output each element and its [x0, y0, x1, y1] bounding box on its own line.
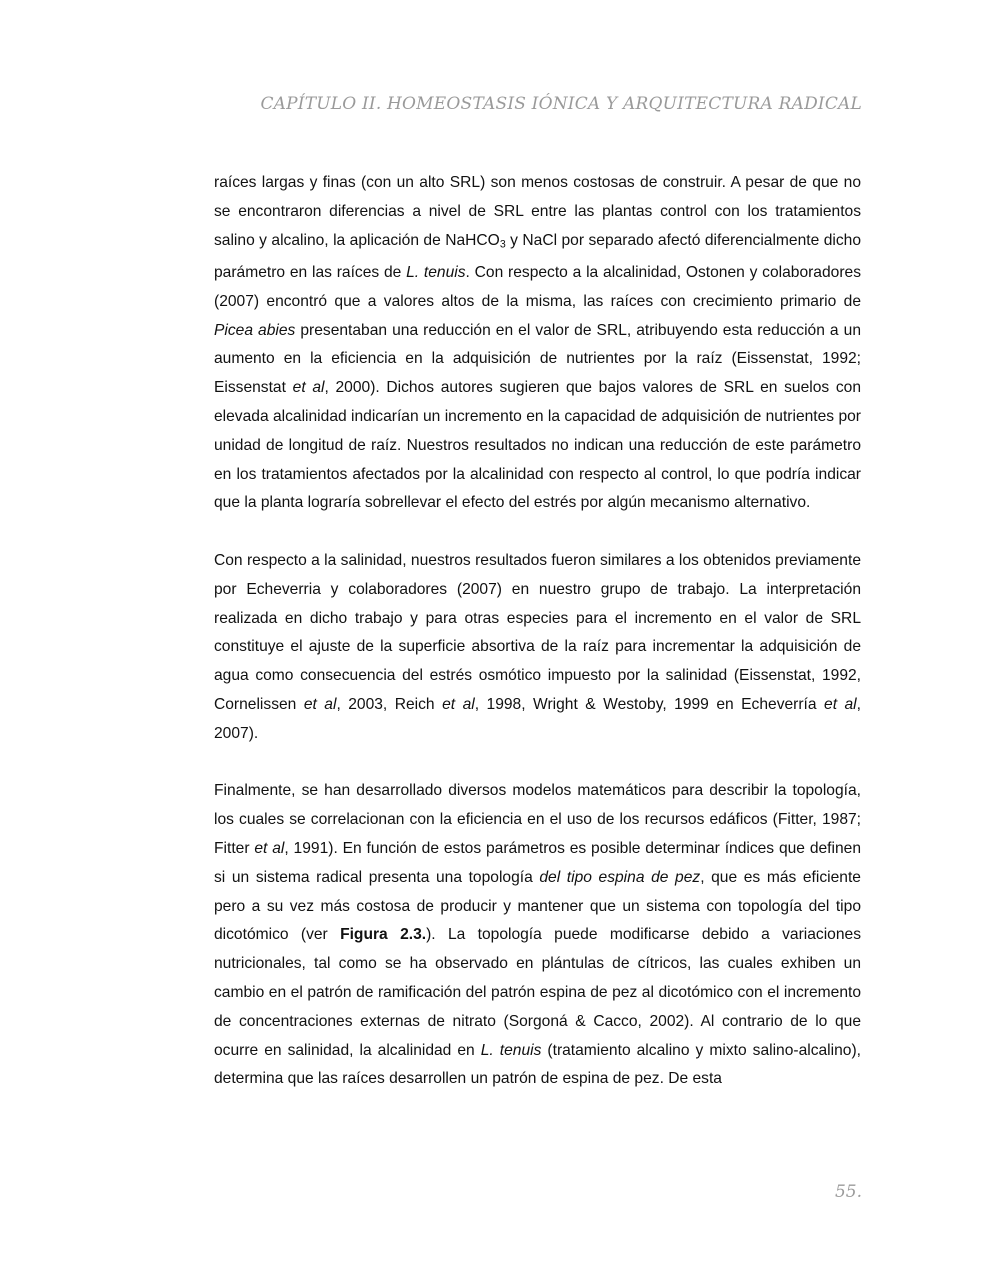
- italic-text: L. tenuis: [406, 264, 466, 282]
- italic-text: Picea abies: [214, 321, 296, 339]
- text-run: (tratamiento alcalino y mixto salino-alcalino), determina que las raíces desarrollen un patrón de espina de pez. De esta: [214, 1041, 861, 1088]
- text-run: , que es más eficiente pero a su vez más costosa de producir y mantener que un sistema con topología del tipo dicotómico (ver: [214, 868, 861, 944]
- italic-text: et al: [254, 839, 285, 857]
- text-run: presentaban una reducción en el valor de SRL, atribuyendo esta reducción a un aumento en la eficiencia en la adquisición de nutrientes por la raíz (Eissenstat, 1992; Eissenstat: [214, 321, 861, 397]
- body-text: [214, 169, 861, 1094]
- text-run: , 1991). En función de estos parámetros es posible determinar índices que definen si un sistema radical presenta una topología: [214, 839, 861, 886]
- italic-text: L. tenuis: [480, 1041, 542, 1059]
- italic-text: et al: [824, 695, 857, 713]
- text-run: Finalmente, se han desarrollado diversos modelos matemáticos para describir la topología, los cuales se correlacionan con la eficiencia en el uso de los recursos edáficos (Fitter, 1987; Fitter: [214, 782, 861, 857]
- text-run: , 2000). Dichos autores sugieren que bajos valores de SRL en suelos con elevada alcalinidad indicarían un incremento en la capacidad de adquisición de nutrientes por unidad de longitud de raíz. Nuestros resultados no indican una reducción de este parámetro en los tratamientos afectados por la alcalinidad con respecto al control, lo que podría indicar que la planta lograría sobrellevar el efecto del estrés por algún mecanismo alternativo.: [214, 379, 862, 512]
- paragraph: [214, 777, 861, 1094]
- text-run: raíces largas y finas (con un alto SRL) son menos costosas de construir. A pesar de que no se encontraron diferencias a nivel de SRL entre las plantas control con los tratamientos salino y alcalino, la aplicación de NaHCO: [214, 174, 861, 249]
- chapter-header: CAPÍTULO II. HOMEOSTASIS IÓNICA Y ARQUITECTURA RADICAL: [260, 94, 862, 114]
- text-run: Con respecto a la salinidad, nuestros resultados fueron similares a los obtenidos previamente por Echeverria y colaboradores (2007) en nuestro grupo de trabajo. La interpretación realizada en dicho trabajo y para otras especies para el incremento en el valor de SRL constituye el ajuste de la superficie absortiva de la raíz para incrementar la adquisición de agua como consecuencia del estrés osmótico impuesto por la salinidad (Eissenstat, 1992, Cornelissen: [214, 552, 861, 713]
- italic-text: et al: [303, 695, 337, 713]
- italic-text: del tipo espina de pez: [539, 868, 701, 886]
- text-run: , 1998, Wright & Westoby, 1999 en Echeverría: [474, 695, 825, 713]
- bold-text: Figura 2.3.: [340, 926, 427, 944]
- paragraph: [214, 547, 861, 749]
- text-run: , 2007).: [214, 695, 861, 742]
- text-run: y NaCl por separado afectó diferencialmente dicho parámetro en las raíces de: [214, 231, 861, 282]
- text-run: , 2003, Reich: [336, 695, 443, 713]
- text-run: . Con respecto a la alcalinidad, Ostonen y colaboradores (2007) encontró que a valores altos de la misma, las raíces con crecimiento primario de: [214, 264, 861, 310]
- text-run: ). La topología puede modificarse debido a variaciones nutricionales, tal como se ha observado en plántulas de cítricos, las cuales exhiben un cambio en el patrón de ramificación del patrón espina de pez al dicotómico con el incremento de concentraciones externas de nitrato (Sorgoná & Cacco, 2002). Al contrario de lo que ocurre en salinidad, la alcalinidad en: [214, 926, 861, 1059]
- subscript-text: 3: [499, 238, 506, 251]
- page-number: 55.: [834, 1182, 862, 1202]
- italic-text: et al: [442, 695, 475, 713]
- paragraph: [214, 169, 861, 518]
- italic-text: et al: [292, 379, 325, 397]
